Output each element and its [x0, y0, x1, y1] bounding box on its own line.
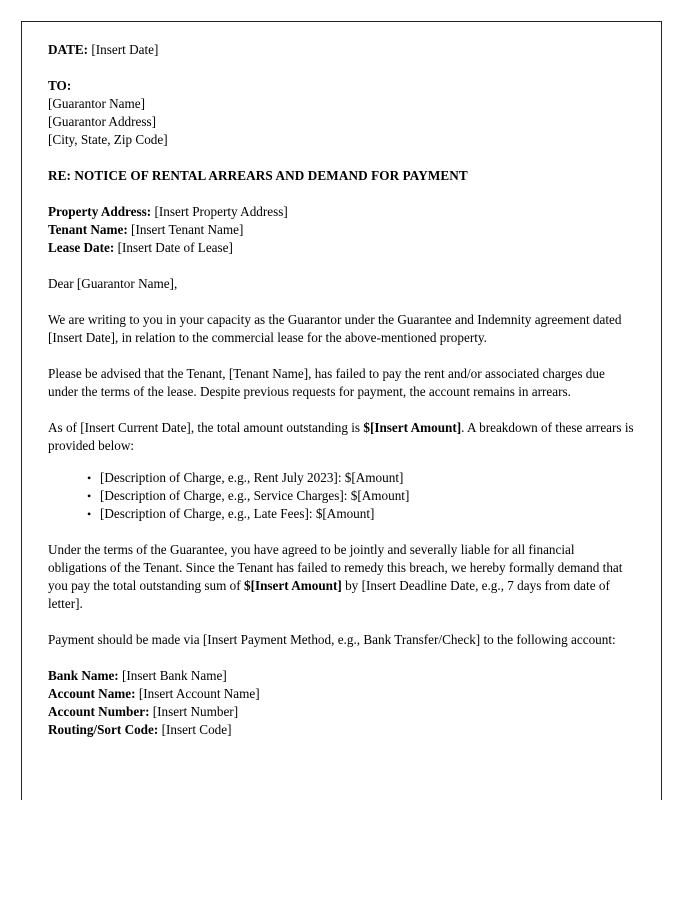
lease-details-block — [48, 203, 636, 257]
spacer — [48, 523, 636, 541]
spacer — [48, 149, 636, 167]
charges-breakdown-list — [48, 469, 636, 523]
account-number-label: Account Number: — [48, 704, 150, 719]
routing-sort-code-value: [Insert Code] — [161, 722, 232, 737]
bank-name-label: Bank Name: — [48, 668, 119, 683]
account-number-value: [Insert Number] — [152, 704, 239, 719]
detail-row — [48, 203, 636, 221]
spacer — [48, 347, 636, 365]
subject-heading: RE: NOTICE OF RENTAL ARREARS AND DEMAND FOR PAYMENT — [48, 168, 468, 183]
spacer — [48, 257, 636, 275]
demand-text-before: Under the terms of the Guarantee, you have agreed to be jointly and severally liable for all financial obligations of the Tenant. Since the Tenant has failed to remedy this breach, we hereby formally demand that you pay the total outstanding sum of — [48, 542, 623, 593]
spacer — [48, 293, 636, 311]
date-value: [Insert Date] — [91, 42, 159, 57]
tenant-name-value: [Insert Tenant Name] — [131, 222, 244, 237]
demand-amount: $[Insert Amount] — [243, 578, 342, 593]
property-address-value: [Insert Property Address] — [154, 204, 288, 219]
demand-text-after: by [Insert Deadline Date, e.g., 7 days from date of letter]. — [48, 578, 610, 611]
recipient-address: [Guarantor Address] — [48, 114, 157, 129]
lease-date-label: Lease Date: — [48, 240, 115, 255]
bank-details-block — [48, 667, 636, 739]
salutation: Dear [Guarantor Name], — [48, 276, 178, 291]
spacer — [48, 649, 636, 667]
routing-sort-code-label: Routing/Sort Code: — [48, 722, 159, 737]
bank-detail-row — [48, 685, 636, 703]
paragraph-total-outstanding — [48, 419, 636, 455]
outstanding-text-before: As of [Insert Current Date], the total amount outstanding is — [48, 420, 364, 435]
bank-detail-row — [48, 703, 636, 721]
property-address-label: Property Address: — [48, 204, 152, 219]
detail-row — [48, 239, 636, 257]
recipient-name: [Guarantor Name] — [48, 96, 146, 111]
lease-date-value: [Insert Date of Lease] — [117, 240, 233, 255]
date-label: DATE: — [48, 42, 89, 57]
date-line — [48, 41, 636, 59]
paragraph-payment-method: Payment should be made via [Insert Payment Method, e.g., Bank Transfer/Check] to the following account: — [48, 632, 616, 647]
spacer — [48, 613, 636, 631]
spacer — [48, 455, 636, 469]
account-name-label: Account Name: — [48, 686, 136, 701]
bank-name-value: [Insert Bank Name] — [122, 668, 227, 683]
spacer — [48, 59, 636, 77]
account-name-value: [Insert Account Name] — [138, 686, 260, 701]
outstanding-text-after: . A breakdown of these arrears is provided below: — [48, 420, 634, 453]
detail-row — [48, 221, 636, 239]
list-item: • [Description of Charge, e.g., Service Charges]: $[Amount] — [87, 487, 636, 505]
paragraph-formal-demand — [48, 541, 636, 613]
spacer — [48, 401, 636, 419]
recipient-city-state-zip: [City, State, Zip Code] — [48, 132, 168, 147]
bank-detail-row — [48, 667, 636, 685]
paragraph-arrears-notice: Please be advised that the Tenant, [Tenant Name], has failed to pay the rent and/or associated charges due under the terms of the lease. Despite previous requests for payment, the account remains in arrears. — [48, 366, 605, 399]
list-item: • [Description of Charge, e.g., Late Fees]: $[Amount] — [87, 505, 636, 523]
list-item: • [Description of Charge, e.g., Rent July 2023]: $[Amount] — [87, 469, 636, 487]
outstanding-amount: $[Insert Amount] — [363, 420, 462, 435]
bank-detail-row — [48, 721, 636, 739]
to-label: TO: — [48, 78, 72, 93]
spacer — [48, 185, 636, 203]
tenant-name-label: Tenant Name: — [48, 222, 128, 237]
recipient-block — [48, 77, 636, 149]
paragraph-guarantor-capacity: We are writing to you in your capacity as the Guarantor under the Guarantee and Indemnity agreement dated [Insert Date], in relation to the commercial lease for the above-mentioned property. — [48, 312, 622, 345]
letter-body — [48, 41, 636, 739]
